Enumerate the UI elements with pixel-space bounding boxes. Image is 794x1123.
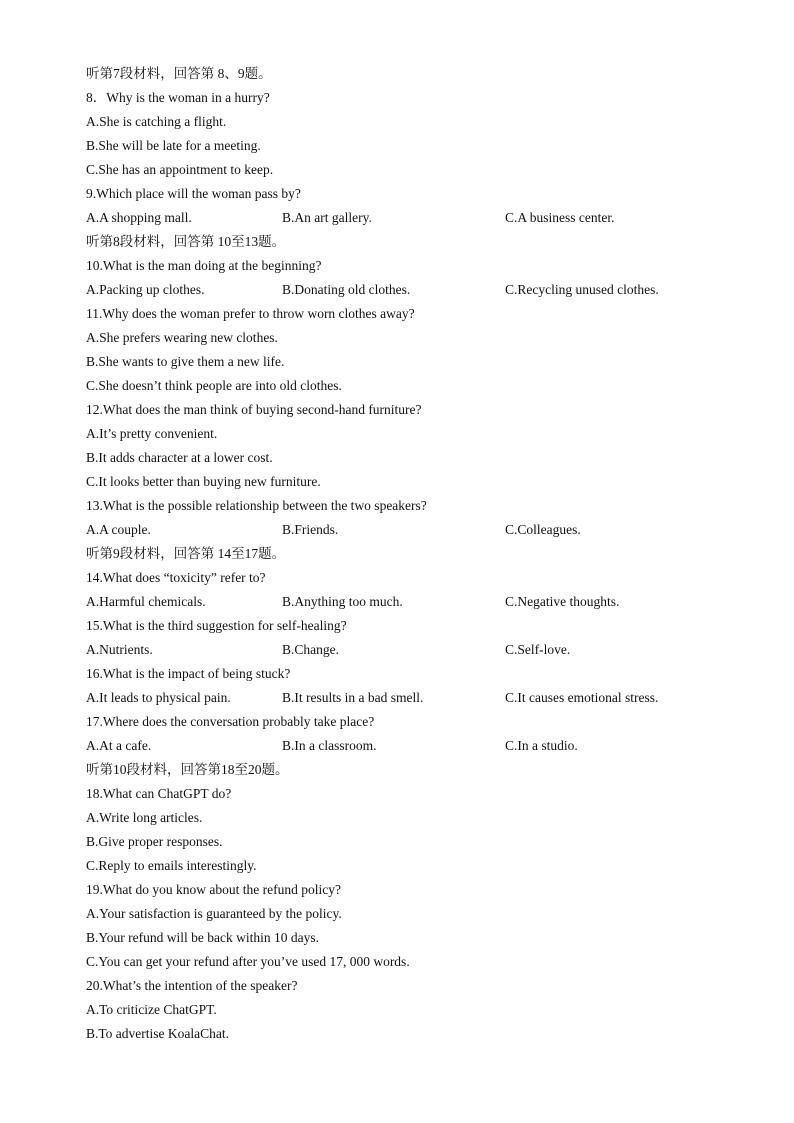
answer-option: C.You can get your refund after you’ve used 17, 000 words. — [86, 954, 410, 969]
answer-options-row — [86, 734, 726, 758]
answer-option: A.She prefers wearing new clothes. — [86, 330, 278, 345]
answer-options-row — [86, 638, 726, 662]
answer-option: C.It looks better than buying new furniture. — [86, 474, 321, 489]
answer-options-row — [86, 278, 726, 302]
section-heading: 听第9段材料，回答第 14至17题。 — [86, 546, 286, 561]
answer-option: C.She doesn’t think people are into old clothes. — [86, 378, 342, 393]
answer-option: C.Self-love. — [505, 642, 571, 657]
answer-options-row — [86, 686, 726, 710]
answer-option: A.It’s pretty convenient. — [86, 426, 218, 441]
section-heading: 听第8段材料，回答第 10至13题。 — [86, 234, 286, 249]
question-text: 10.What is the man doing at the beginning? — [86, 258, 322, 273]
answer-option: B.She will be late for a meeting. — [86, 138, 261, 153]
section-heading: 听第10段材料，回答第18至20题。 — [86, 762, 289, 777]
answer-option: A.A shopping mall. — [86, 210, 192, 225]
question-text: 18.What can ChatGPT do? — [86, 786, 232, 801]
answer-options-row — [86, 518, 726, 542]
answer-option: C.It causes emotional stress. — [505, 690, 659, 705]
answer-option: A.It leads to physical pain. — [86, 690, 231, 705]
answer-option: A.Write long articles. — [86, 810, 203, 825]
question-text: 20.What’s the intention of the speaker? — [86, 978, 298, 993]
answer-option: A.Nutrients. — [86, 642, 153, 657]
answer-option: A.Your satisfaction is guaranteed by the policy. — [86, 906, 342, 921]
section-heading: 听第7段材料，回答第 8、9题。 — [86, 66, 272, 81]
answer-option: A.A couple. — [86, 522, 151, 537]
answer-option: A.At a cafe. — [86, 738, 152, 753]
answer-option: B.Friends. — [282, 522, 339, 537]
answer-option: B.It adds character at a lower cost. — [86, 450, 273, 465]
question-text: 12.What does the man think of buying second-hand furniture? — [86, 402, 422, 417]
answer-option: C.In a studio. — [505, 738, 578, 753]
exam-page — [86, 62, 726, 1046]
answer-option: B.An art gallery. — [282, 210, 372, 225]
question-text: 9.Which place will the woman pass by? — [86, 186, 301, 201]
answer-option: A.Harmful chemicals. — [86, 594, 206, 609]
answer-option: B.It results in a bad smell. — [282, 690, 424, 705]
question-text: 15.What is the third suggestion for self-healing? — [86, 618, 347, 633]
answer-option: B.Donating old clothes. — [282, 282, 411, 297]
answer-option: A.Packing up clothes. — [86, 282, 205, 297]
question-text: 16.What is the impact of being stuck? — [86, 666, 291, 681]
answer-options-row — [86, 206, 726, 230]
answer-option: B.To advertise KoalaChat. — [86, 1026, 230, 1041]
answer-option: B.She wants to give them a new life. — [86, 354, 285, 369]
question-text: 8．Why is the woman in a hurry? — [86, 90, 270, 105]
question-text: 17.Where does the conversation probably take place? — [86, 714, 375, 729]
answer-option: C.She has an appointment to keep. — [86, 162, 274, 177]
answer-option: A.To criticize ChatGPT. — [86, 1002, 217, 1017]
answer-options-row — [86, 590, 726, 614]
answer-option: B.Change. — [282, 642, 339, 657]
answer-option: A.She is catching a flight. — [86, 114, 227, 129]
answer-option: C.Recycling unused clothes. — [505, 282, 659, 297]
question-text: 13.What is the possible relationship between the two speakers? — [86, 498, 427, 513]
answer-option: B.Anything too much. — [282, 594, 403, 609]
answer-option: C.A business center. — [505, 210, 615, 225]
answer-option: B.Give proper responses. — [86, 834, 223, 849]
question-text: 19.What do you know about the refund policy? — [86, 882, 341, 897]
answer-option: C.Reply to emails interestingly. — [86, 858, 257, 873]
answer-option: B.Your refund will be back within 10 days. — [86, 930, 319, 945]
question-text: 11.Why does the woman prefer to throw worn clothes away? — [86, 306, 415, 321]
answer-option: C.Negative thoughts. — [505, 594, 620, 609]
answer-option: B.In a classroom. — [282, 738, 377, 753]
question-text: 14.What does “toxicity” refer to? — [86, 570, 266, 585]
answer-option: C.Colleagues. — [505, 522, 581, 537]
